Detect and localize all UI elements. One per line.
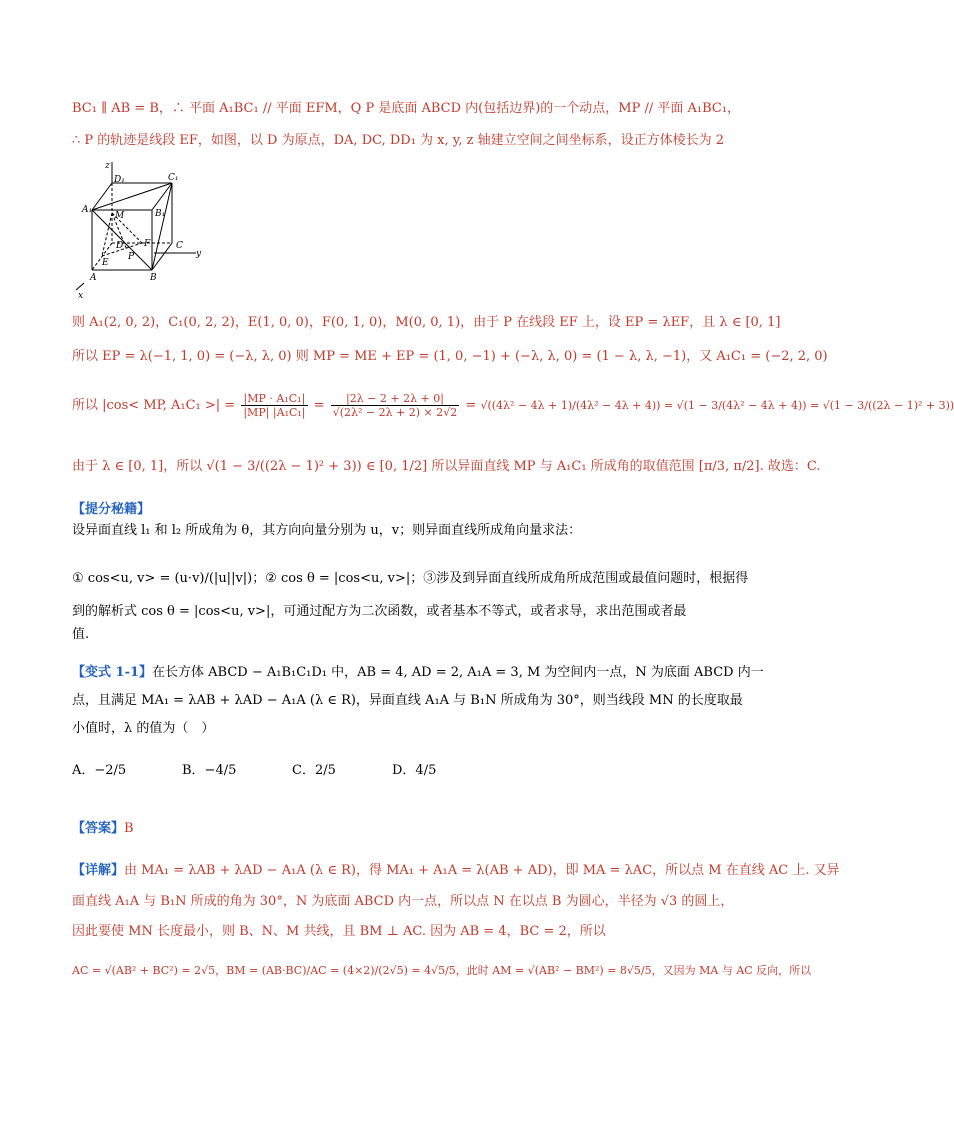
question-text-1: 在长方体 ABCD − A₁B₁C₁D₁ 中，AB = 4, AD = 2, A₁A = 3, M 为空间内一点，N 为底面 ABCD 内一 <box>152 665 764 680</box>
tips-line-2: ① cos<u, v> = (u·v)/(|u||v|)；② cos θ = |cos<u, v>|；③涉及到异面直线所成角所成范围或最值问题时，根据得 <box>72 571 749 586</box>
solution-line-5: 所以 |cos< MP, A₁C₁ >| = $\frac{\text{|MP · A₁C₁|}}{\text{|MP| |A₁C₁|}}$ = $\frac{|2\lambda - 2 + 2\lambda + 0|}{\text{√(2λ² − 2λ + 2) × 2√2}}$ = √((4λ² − 4λ + 1)/(4λ² − 4λ + 4)) = √(1 − 3/(4λ² − 4λ + 4)) = √(1 − 3/((2λ − 1)² + 3)) <box>72 392 954 419</box>
detail-text-1: 由 MA₁ = λAB + λAD − A₁A (λ ∈ R)，得 MA₁ + A₁A = λ(AB + AD)，即 MA = λAC，所以点 M 在直线 AC 上. 又异 <box>124 863 840 878</box>
question-line-1 <box>72 664 764 682</box>
tips-title: 【提分秘籍】 <box>72 502 151 517</box>
fig-label-E: E <box>102 258 109 268</box>
fig-label-C1: C₁ <box>168 173 179 183</box>
fig-label-B: B <box>150 273 157 283</box>
answer-title: 【答案】 <box>72 821 125 836</box>
answer-value: B <box>124 821 134 836</box>
fraction-2-numerator: |2λ − 2 + 2λ + 0| <box>331 392 460 406</box>
question-line-2: 点，且满足 MA₁ = λAB + λAD − A₁A (λ ∈ R)，异面直线 A₁A 与 B₁N 所成角为 30°，则当线段 MN 的长度取最 <box>72 693 743 708</box>
fig-label-x: x <box>78 291 84 301</box>
fraction-1-denominator: |MP| |A₁C₁| <box>243 406 306 419</box>
fraction-2 <box>331 392 460 419</box>
fraction-1 <box>241 392 307 419</box>
detail-line-4: AC = √(AB² + BC²) = 2√5，BM = (AB·BC)/AC = (4×2)/(2√5) = 4√5/5，此时 AM = √(AB² − BM²) = 8√5/5，又因为 MA 与 AC 反向，所以 <box>72 964 812 977</box>
fig-label-F: F <box>144 239 151 249</box>
question-line-3: 小值时，λ 的值为（ ） <box>72 721 215 736</box>
fig-label-D1: D₁ <box>114 175 125 185</box>
x-axis <box>76 283 84 290</box>
solution-line-2: ∴ P 的轨迹是线段 EF，如图，以 D 为原点，DA, DC, DD₁ 为 x, y, z 轴建立空间之间坐标系，设正方体棱长为 2 <box>72 133 725 148</box>
tips-line-4: 值. <box>72 627 90 642</box>
fig-label-M: M <box>115 211 125 221</box>
option-b: B．−4/5 <box>182 763 237 778</box>
detail-line-1 <box>72 862 840 880</box>
solution-line-4: 所以 EP = λ(−1, 1, 0) = (−λ, λ, 0) 则 MP = ME + EP = (1, 0, −1) + (−λ, λ, 0) = (1 − λ, λ, −1)，又 A₁C₁ = (−2, 2, 0) <box>72 349 828 364</box>
answer-line <box>72 820 134 838</box>
fig-label-D: D <box>116 241 124 251</box>
fig-label-B1: B₁ <box>155 209 166 219</box>
fig-label-A: A <box>90 273 97 283</box>
solution-line-6: 由于 λ ∈ [0, 1]，所以 √(1 − 3/((2λ − 1)² + 3)) ∈ [0, 1/2] 所以异面直线 MP 与 A₁C₁ 所成角的取值范围 [π/3, π/2]. 故选：C. <box>72 459 821 474</box>
tips-line-3: 到的解析式 cos θ = |cos<u, v>|，可通过配方为二次函数，或者基本不等式，或者求导，求出范围或者最 <box>72 604 687 619</box>
question-title: 【变式 1-1】 <box>72 665 153 680</box>
fraction-2-denominator: √(2λ² − 2λ + 2) × 2√2 <box>332 406 458 419</box>
cos-left: 所以 |cos< MP, A₁C₁ >| = <box>72 398 236 413</box>
fig-label-A1: A₁ <box>82 205 93 215</box>
detail-line-2: 面直线 A₁A 与 B₁N 所成的角为 30°，N 为底面 ABCD 内一点，所以点 N 在以点 B 为圆心，半径为 √3 的圆上， <box>72 894 734 909</box>
option-c: C．2/5 <box>292 763 336 778</box>
cube-figure <box>72 158 212 301</box>
fig-label-z: z <box>105 161 110 171</box>
fig-label-y: y <box>196 249 202 259</box>
fraction-1-numerator: |MP · A₁C₁| <box>241 392 307 406</box>
option-d: D．4/5 <box>392 763 437 778</box>
detail-title: 【详解】 <box>72 863 125 878</box>
fraction-3: √((4λ² − 4λ + 1)/(4λ² − 4λ + 4)) = √(1 − 3/(4λ² − 4λ + 4)) = √(1 − 3/((2λ − 1)² + 3)) <box>480 399 954 412</box>
fig-label-C: C <box>176 241 183 251</box>
solution-line-1: BC₁ ∥ AB = B，∴ 平面 A₁BC₁ // 平面 EFM，Q P 是底面 ABCD 内(包括边界)的一个动点，MP // 平面 A₁BC₁， <box>72 101 741 116</box>
detail-line-3: 因此要使 MN 长度最小，则 B、N、M 共线，且 BM ⊥ AC. 因为 AB = 4，BC = 2，所以 <box>72 924 606 939</box>
option-a: A．−2/5 <box>72 763 127 778</box>
fig-label-P: P <box>128 252 135 262</box>
tips-line-1: 设异面直线 l₁ 和 l₂ 所成角为 θ，其方向向量分别为 u，v；则异面直线所成角向量求法： <box>72 523 582 538</box>
solution-line-3: 则 A₁(2, 0, 2)，C₁(0, 2, 2)，E(1, 0, 0)，F(0, 1, 0)，M(0, 0, 1)，由于 P 在线段 EF 上，设 EP = λEF，且 λ ∈ [0, 1] <box>72 315 781 330</box>
